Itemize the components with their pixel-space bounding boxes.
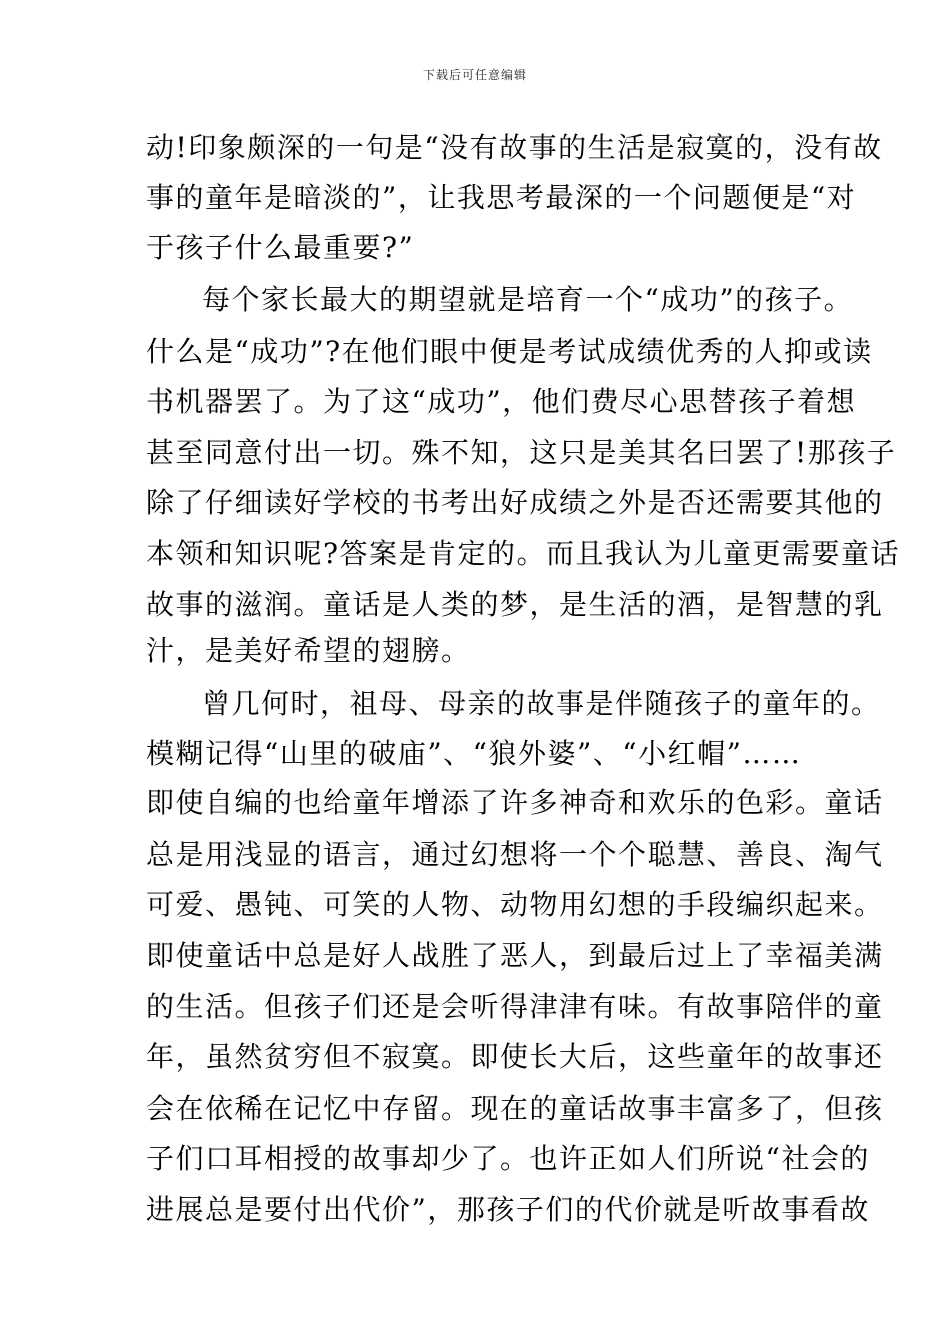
text-line: 子们口耳相授的故事却少了。也许正如人们所说“社会的: [146, 1142, 870, 1175]
text-line: 甚至同意付出一切。殊不知，这只是美其名曰罢了!那孩子: [146, 436, 897, 469]
text-line: 的生活。但孩子们还是会听得津津有味。有故事陪伴的童: [146, 990, 884, 1023]
text-line: 除了仔细读好学校的书考出好成绩之外是否还需要其他的: [146, 486, 884, 519]
page-header: 下载后可任意编辑: [422, 68, 527, 82]
text-line: 动!印象颇深的一句是“没有故事的生活是寂寞的，没有故: [146, 131, 883, 164]
text-line: 会在依稀在记忆中存留。现在的童话故事丰富多了，但孩: [146, 1092, 884, 1125]
text-line: 什么是“成功”?在他们眼中便是考试成绩优秀的人抑或读: [146, 335, 873, 368]
text-line: 本领和知识呢?答案是肯定的。而且我认为儿童更需要童话: [146, 537, 901, 570]
paragraph-start-line: 曾几何时，祖母、母亲的故事是伴随孩子的童年的。: [202, 687, 881, 720]
text-line: 可爱、愚钝、可笑的人物、动物用幻想的手段编织起来。: [146, 888, 884, 921]
text-line: 于孩子什么最重要?”: [146, 231, 415, 264]
text-line: 即使自编的也给童年增添了许多神奇和欢乐的色彩。童话: [146, 786, 884, 819]
text-line: 故事的滋润。童话是人类的梦，是生活的酒，是智慧的乳: [146, 588, 884, 621]
text-line: 模糊记得“山里的破庙”、“狼外婆”、“小红帽”……: [146, 737, 802, 770]
text-line: 即使童话中总是好人战胜了恶人，到最后过上了幸福美满: [146, 939, 884, 972]
text-line: 进展总是要付出代价”，那孩子们的代价就是听故事看故: [146, 1193, 870, 1226]
text-line: 书机器罢了。为了这“成功”，他们费尽心思替孩子着想: [146, 385, 857, 418]
text-line: 总是用浅显的语言，通过幻想将一个个聪慧、善良、淘气: [146, 838, 884, 871]
text-line: 年，虽然贫穷但不寂寞。即使长大后，这些童年的故事还: [146, 1040, 884, 1073]
text-line: 汁，是美好希望的翅膀。: [146, 634, 471, 667]
text-line: 事的童年是暗淡的”，让我思考最深的一个问题便是“对: [146, 181, 857, 214]
paragraph-start-line: 每个家长最大的期望就是培育一个“成功”的孩子。: [202, 283, 854, 316]
